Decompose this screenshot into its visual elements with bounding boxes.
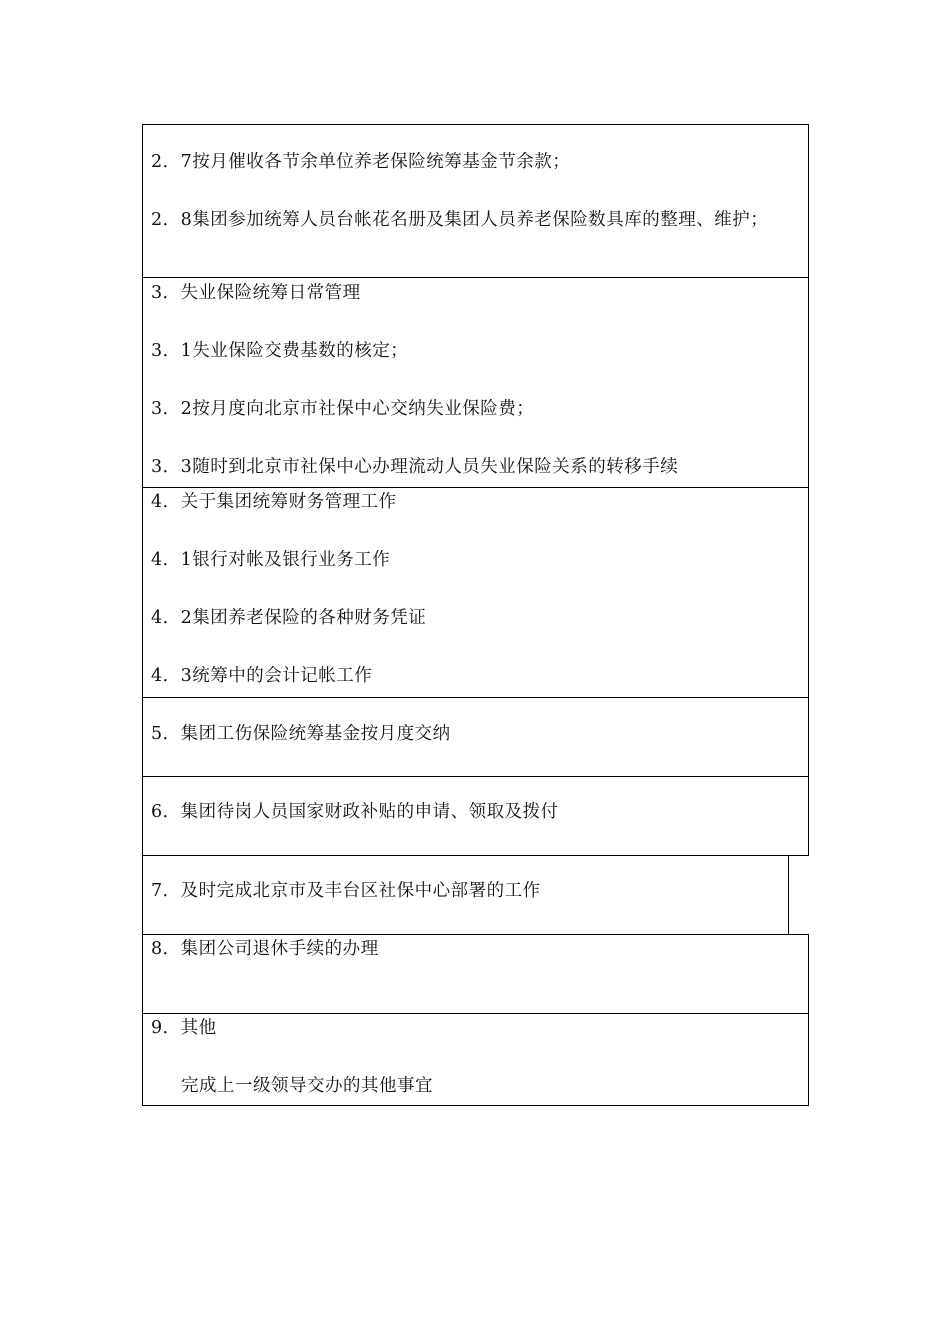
item-4-2: 4．2集团养老保险的各种财务凭证 — [151, 608, 427, 628]
item-4-1: 4．1银行对帐及银行业务工作 — [151, 550, 391, 570]
item-3-1: 3．1失业保险交费基数的核定； — [151, 341, 409, 361]
item-3-3: 3．3随时到北京市社保中心办理流动人员失业保险关系的转移手续 — [151, 457, 679, 477]
section-7-right-divider — [788, 855, 789, 935]
section-5-heading: 5．集团工伤保险统筹基金按月度交纳 — [151, 724, 451, 744]
section-3-heading: 3．失业保险统筹日常管理 — [151, 283, 361, 303]
item-3-2: 3．2按月度向北京市社保中心交纳失业保险费； — [151, 399, 535, 419]
section-2-box — [142, 124, 809, 278]
section-8-heading: 8．集团公司退休手续的办理 — [151, 939, 379, 959]
item-9-1: 完成上一级领导交办的其他事宜 — [181, 1076, 433, 1096]
item-4-3: 4．3统筹中的会计记帐工作 — [151, 666, 373, 686]
section-7-heading: 7．及时完成北京市及丰台区社保中心部署的工作 — [151, 881, 541, 901]
section-6-heading: 6．集团待岗人员国家财政补贴的申请、领取及拨付 — [151, 802, 559, 822]
section-9-heading: 9．其他 — [151, 1018, 217, 1038]
section-4-heading: 4．关于集团统筹财务管理工作 — [151, 492, 397, 512]
item-2-7: 2．7按月催收各节余单位养老保险统筹基金节余款； — [151, 152, 571, 172]
item-2-8: 2．8集团参加统筹人员台帐花名册及集团人员养老保险数具库的整理、维护； — [151, 210, 769, 230]
